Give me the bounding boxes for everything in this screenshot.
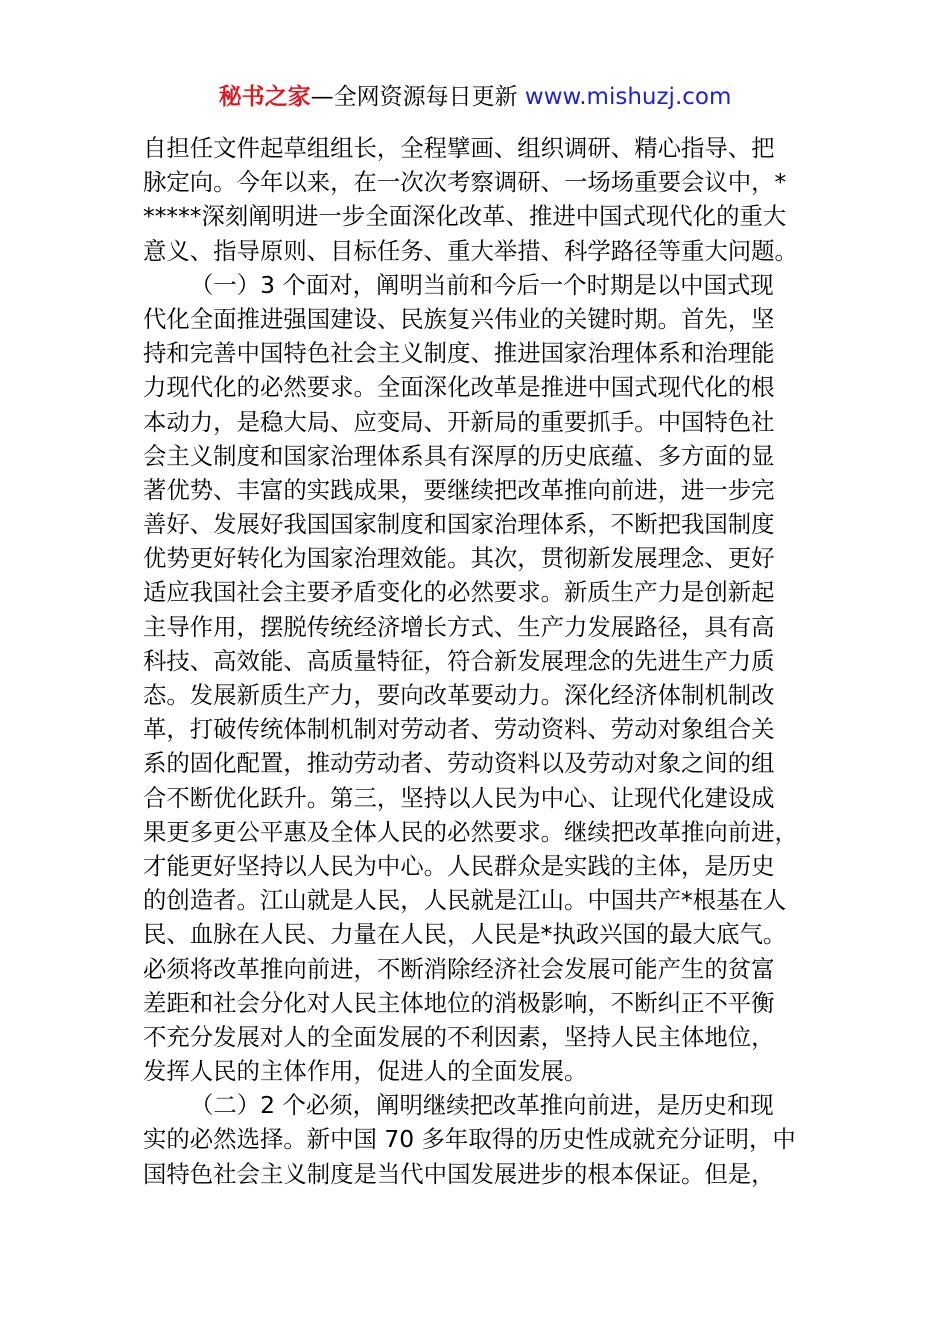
brand-name: 秘书之家	[218, 84, 311, 110]
body-line: 适应我国社会主要矛盾变化的必然要求。新质生产力是创新起	[143, 578, 775, 607]
site-url[interactable]: www.mishuzj.com	[524, 84, 732, 110]
body-line: 著优势、丰富的实践成果，要继续把改革推向前进，进一步完	[143, 475, 775, 504]
body-line: 不充分发展对人的全面发展的不利因素，坚持人民主体地位，	[143, 1022, 775, 1051]
body-line: 的创造者。江山就是人民，人民就是江山。中国共产*根基在人	[143, 886, 787, 915]
section-heading-line: （二）2 个必须，阐明继续把改革推向前进，是历史和现	[190, 1091, 774, 1120]
body-line: 主导作用，摆脱传统经济增长方式、生产力发展路径，具有高	[143, 612, 775, 641]
body-line: 实的必然选择。新中国 70 多年取得的历史性成就充分证明，中	[143, 1125, 796, 1154]
body-line: 科技、高效能、高质量特征，符合新发展理念的先进生产力质	[143, 646, 775, 675]
body-line: 持和完善中国特色社会主义制度、推进国家治理体系和治理能	[143, 339, 775, 368]
body-line: *****深刻阐明进一步全面深化改革、推进中国式现代化的重大	[143, 202, 787, 231]
body-line: 自担任文件起草组组长，全程擘画、组织调研、精心指导、把	[143, 134, 775, 162]
body-line: 代化全面推进强国建设、民族复兴伟业的关键时期。首先，坚	[143, 304, 775, 333]
body-line: 必须将改革推向前进，不断消除经济社会发展可能产生的贫富	[143, 954, 775, 983]
body-line: 优势更好转化为国家治理效能。其次，贯彻新发展理念、更好	[143, 544, 775, 573]
body-line: 意义、指导原则、目标任务、重大举措、科学路径等重大问题。	[143, 236, 798, 265]
body-line: 善好、发展好我国国家制度和国家治理体系，不断把我国制度	[143, 510, 775, 539]
body-line: 民、血脉在人民、力量在人民，人民是*执政兴国的最大底气。	[143, 920, 787, 949]
body-line: 革，打破传统体制机制对劳动者、劳动资料、劳动对象组合关	[143, 715, 775, 744]
body-line: 合不断优化跃升。第三，坚持以人民为中心、让现代化建设成	[143, 783, 775, 812]
document-body	[143, 131, 823, 1191]
body-line: 力现代化的必然要求。全面深化改革是推进中国式现代化的根	[143, 373, 775, 402]
body-line: 系的固化配置，推动劳动者、劳动资料以及劳动对象之间的组	[143, 749, 775, 778]
body-line: 果更多更公平惠及全体人民的必然要求。继续把改革推向前进，	[143, 817, 798, 846]
body-line: 发挥人民的主体作用，促进人的全面发展。	[143, 1057, 588, 1086]
body-line: 脉定向。今年以来，在一次次考察调研、一场场重要会议中，*	[143, 168, 787, 197]
section-heading-line: （一）3 个面对，阐明当前和今后一个时期是以中国式现	[190, 270, 774, 299]
body-line: 才能更好坚持以人民为中心。人民群众是实践的主体，是历史	[143, 851, 775, 880]
body-line: 国特色社会主义制度是当代中国发展进步的根本保证。但是，	[143, 1159, 775, 1188]
body-line: 本动力，是稳大局、应变局、开新局的重要抓手。中国特色社	[143, 407, 775, 436]
header-slogan: —全网资源每日更新	[310, 84, 518, 110]
body-line: 会主义制度和国家治理体系具有深厚的历史底蕴、多方面的显	[143, 441, 775, 470]
body-line: 差距和社会分化对人民主体地位的消极影响，不断纠正不平衡	[143, 988, 775, 1017]
page-header	[0, 82, 950, 112]
body-line: 态。发展新质生产力，要向改革要动力。深化经济体制机制改	[143, 681, 775, 709]
